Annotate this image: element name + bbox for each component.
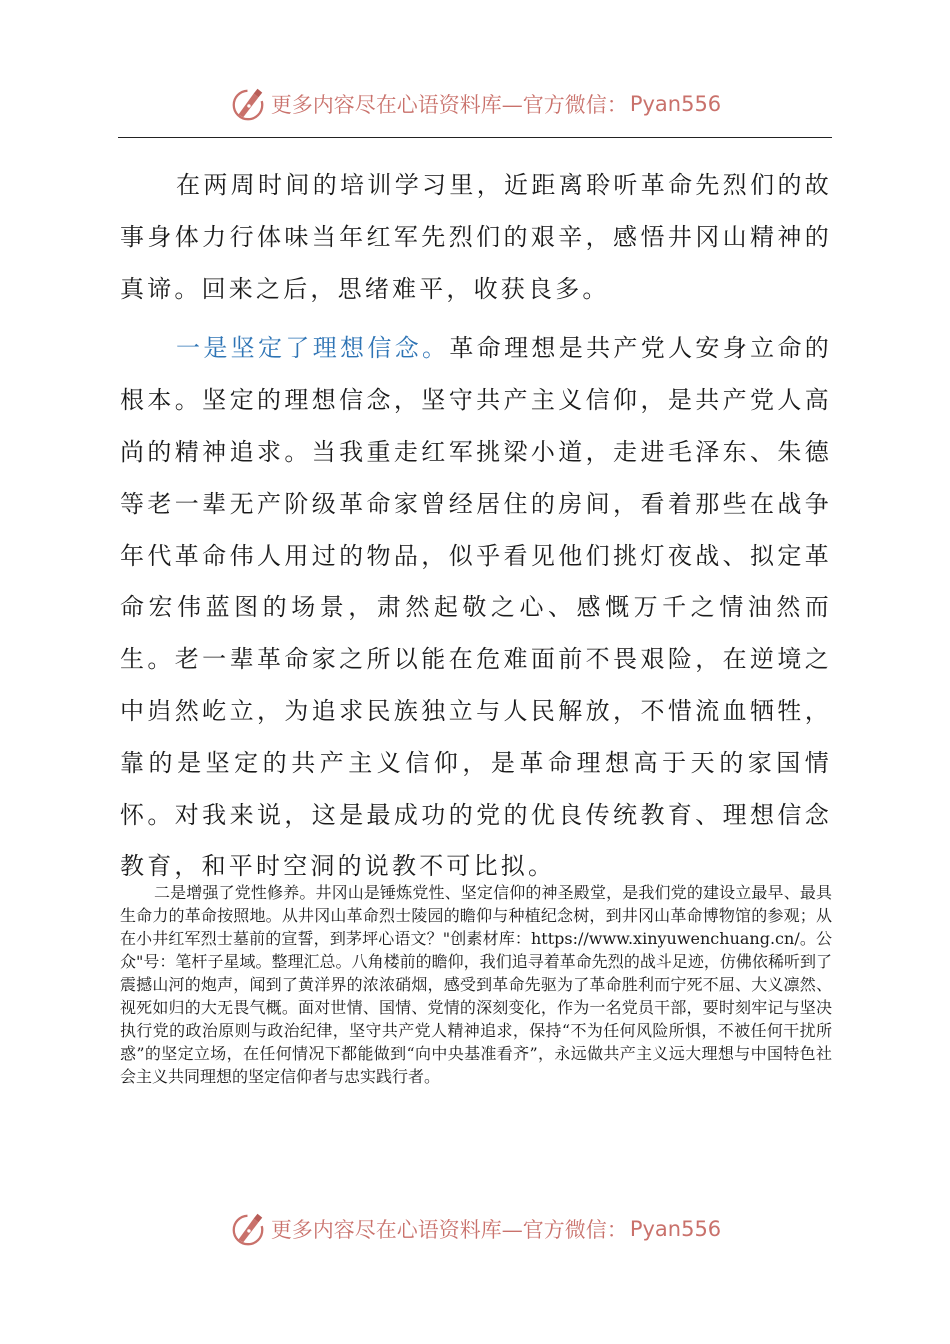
header-wechat-id: Pyan556 <box>629 92 722 116</box>
header-divider <box>118 137 832 138</box>
main-body <box>120 160 832 893</box>
header-slogan: 更多内容尽在心语资料库—官方微信： <box>270 93 628 117</box>
section1-heading: 一是坚定了理想信念。 <box>176 334 450 363</box>
section2-paragraph: 二是增强了党性修养。井冈山是锤炼党性、坚定信仰的神圣殿堂，是我们党的建设立最早、最具生命力的革命按照地。从井冈山革命烈士陵园的瞻仰与种植纪念树，到井冈山革命博物馆的参观；从在小井红军烈士墓前的宣誓，到茅坪心语文？"创素材库：https://www.xinyuwenchuang.cn/。公众"号：笔杆子星域。整理汇总。八角楼前的瞻仰，我们追寻着革命先烈的战斗足迹，仿佛依稀听到了震撼山河的炮声，闻到了黄洋界的浓浓硝烟，感受到革命先驱为了革命胜利而宁死不屈、大义凛然、视死如归的大无畏气概。面对世情、国情、党情的深刻变化，作为一名党员干部，要时刻牢记与坚决执行党的政治原则与政治纪律，坚守共产党人精神追求，保持“不为任何风险所惧，不被任何干扰所惑”的坚定立场，在任何情况下都能做到“向中央基准看齐”，永远做共产主义远大理想与中国特色社会主义共同理想的坚定信仰者与忠实践行者。 <box>120 883 832 1086</box>
intro-paragraph: 在两周时间的培训学习里，近距离聆听革命先烈们的故事身体力行体味当年红军先烈们的艰辛，感悟井冈山精神的真谛。回来之后，思绪难平，收获良多。 <box>120 171 832 303</box>
pen-nib-circle-icon <box>229 1210 267 1248</box>
pen-nib-circle-icon <box>229 85 267 123</box>
footer-slogan: 更多内容尽在心语资料库—官方微信： <box>270 1218 628 1242</box>
footer-banner <box>0 1207 950 1251</box>
footer-wechat-id: Pyan556 <box>629 1217 722 1241</box>
section1-text: 革命理想是共产党人安身立命的根本。坚定的理想信念，坚守共产主义信仰，是共产党人高尚的精神追求。当我重走红军挑梁小道，走进毛泽东、朱德等老一辈无产阶级革命家曾经居住的房间，看着那些在战争年代革命伟人用过的物品，似乎看见他们挑灯夜战、拟定革命宏伟蓝图的场景，肃然起敬之心、感慨万千之情油然而生。老一辈革命家之所以能在危难面前不畏艰险，在逆境之中岿然屹立，为追求民族独立与人民解放，不惜流血牺牲，靠的是坚定的共产主义信仰，是革命理想高于天的家国情怀。对我来说，这是最成功的党的优良传统教育、理想信念教育，和平时空洞的说教不可比拟。 <box>120 334 832 881</box>
header-banner <box>0 82 950 126</box>
section1-paragraph <box>120 323 832 893</box>
